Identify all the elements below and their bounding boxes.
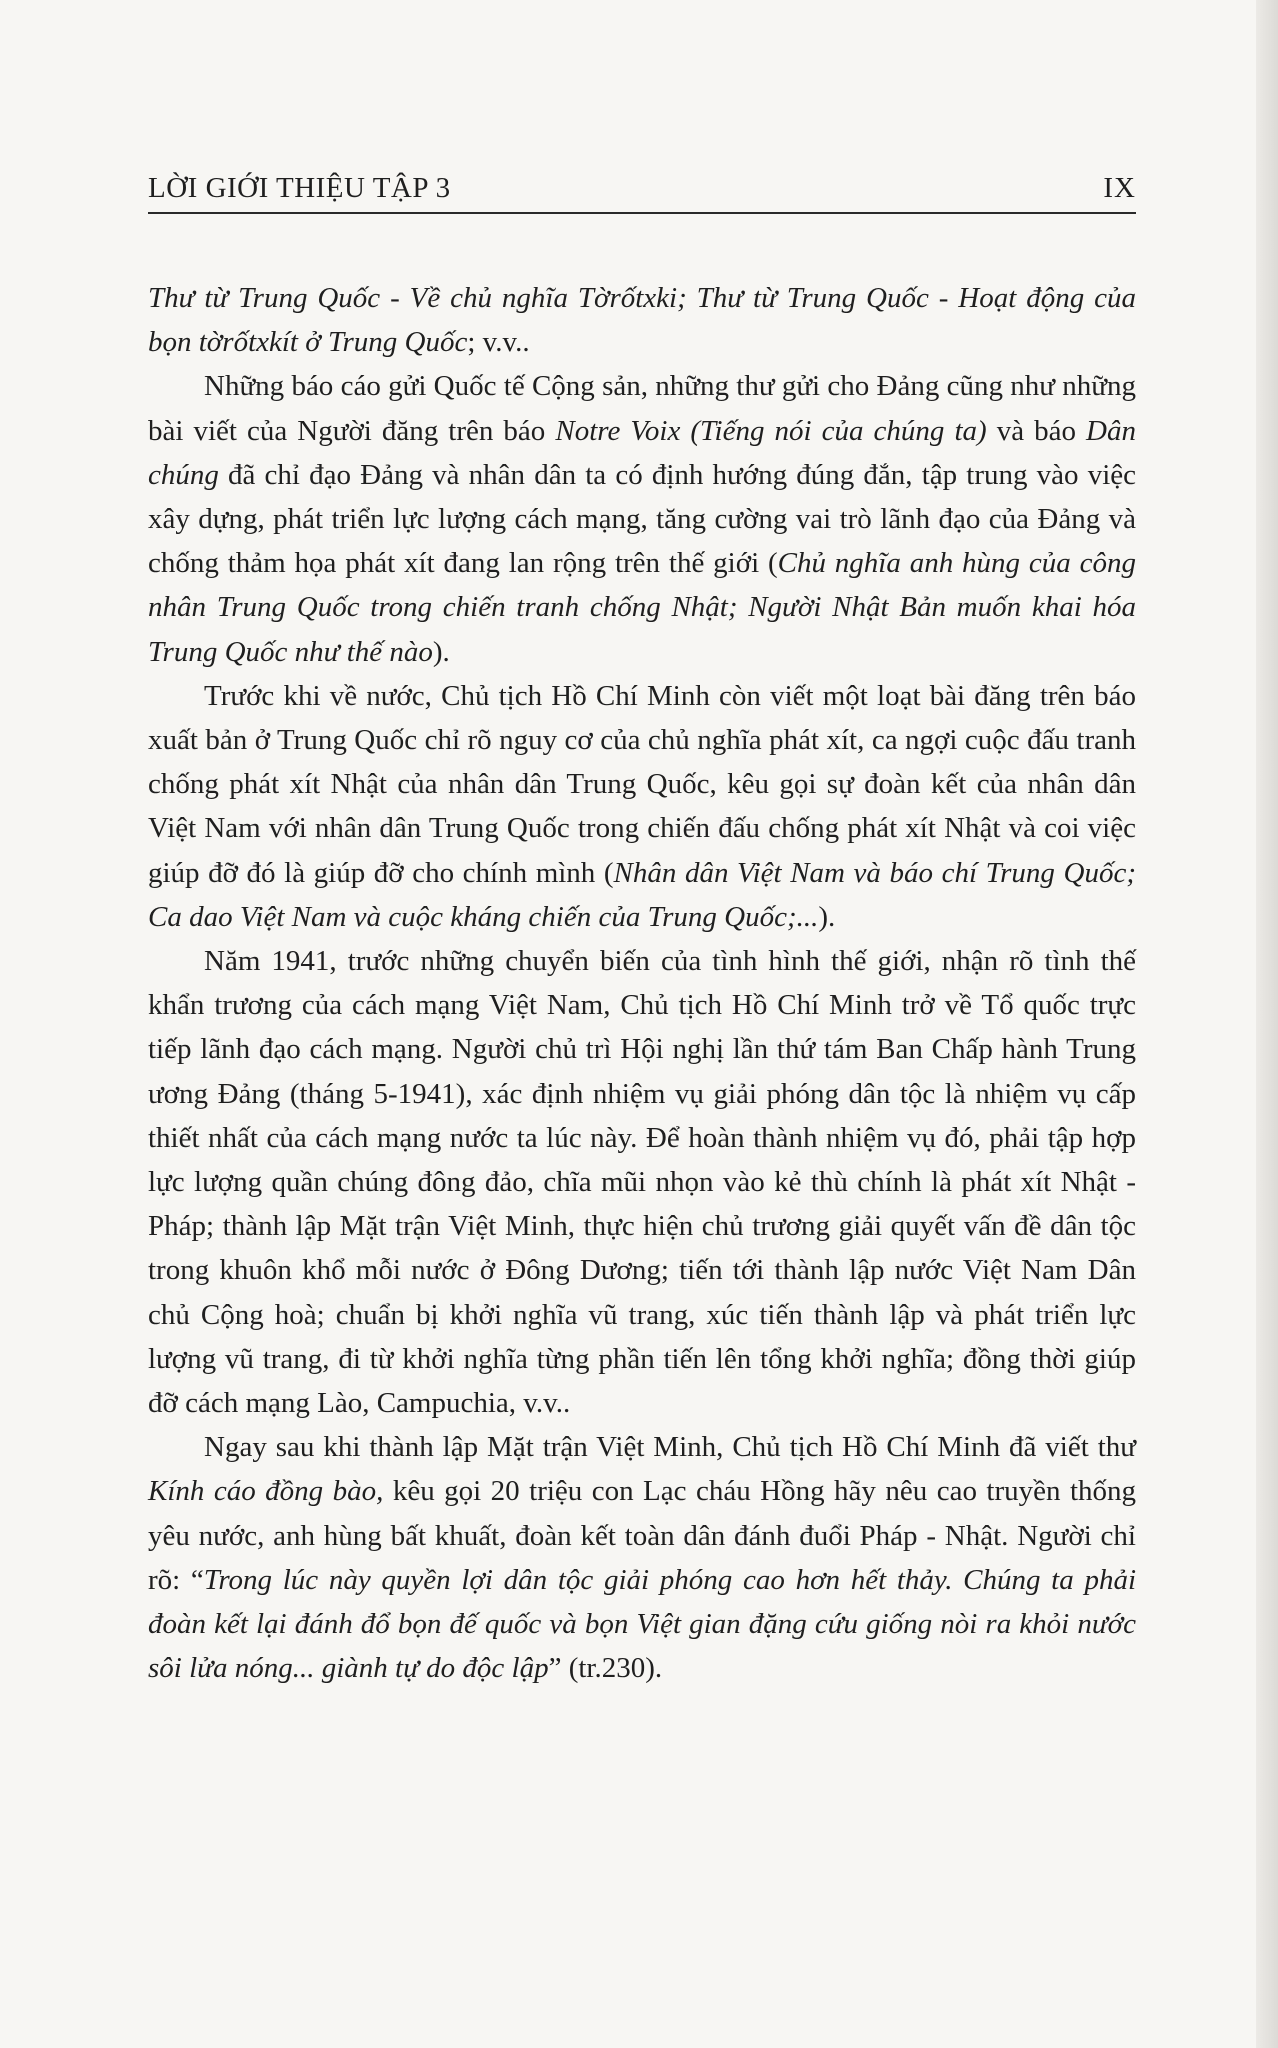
text-span: Trước khi về nước, Chủ tịch Hồ Chí Minh còn viết một loạt bài đăng trên báo xuất bản ở Trung Quốc chỉ rõ nguy cơ của chủ nghĩa phát xít, ca ngợi cuộc đấu tranh chống phát xít Nhật của nhân dân Trung Quốc, kêu gọi sự đoàn kết của nhân dân Việt Nam với nhân dân Trung Quốc trong chiến đấu chống phát xít Nhật và coi việc giúp đỡ đó là giúp đỡ cho chính mình (	[148, 679, 1136, 889]
text-span: kêu gọi 20 triệu con Lạc cháu Hồng hãy nêu cao truyền thống yêu nước, anh hùng bất khuất, đoàn kết toàn dân đánh đuổi Pháp - Nhật. Người chỉ rõ: “	[148, 1475, 1136, 1596]
text-span: ” (tr.230).	[548, 1652, 663, 1685]
paragraph	[148, 364, 1136, 673]
body-text	[148, 276, 1136, 1691]
italic-span: Thư từ Trung Quốc - Về chủ nghĩa Tờrốtxki; Thư từ Trung Quốc - Hoạt động của bọn tờrốtxkít ở Trung Quốc	[148, 282, 1136, 359]
text-span: và báo	[986, 414, 1087, 447]
text-span: Những báo cáo gửi Quốc tế Cộng sản, những thư gửi cho Đảng cũng như những bài viết của Người đăng trên báo	[148, 370, 1136, 447]
italic-span: Trong lúc này quyền lợi dân tộc giải phóng cao hơn hết thảy. Chúng ta phải đoàn kết lại đánh đổ bọn đế quốc và bọn Việt gian đặng cứu giống nòi ra khỏi nước sôi lửa nóng... giành tự do độc lập	[148, 1563, 1136, 1685]
header-rule	[148, 212, 1136, 214]
italic-span: Dân chúng	[148, 414, 1136, 491]
italic-span: Notre Voix (Tiếng nói của chúng ta)	[555, 414, 987, 447]
italic-span: Kính cáo đồng bào,	[148, 1475, 384, 1508]
paragraph	[148, 939, 1136, 1425]
text-span: ).	[432, 635, 450, 668]
text-span: đã chỉ đạo Đảng và nhân dân ta có định hướng đúng đắn, tập trung vào việc xây dựng, phát triển lực lượng cách mạng, tăng cường vai trò lãnh đạo của Đảng và chống thảm họa phát xít đang lan rộng trên thế giới (	[148, 458, 1136, 580]
italic-span: Nhân dân Việt Nam và báo chí Trung Quốc; Ca dao Việt Nam và cuộc kháng chiến của Trung Quốc;...	[148, 856, 1136, 933]
page-number: IX	[1103, 172, 1136, 204]
running-header-title: LỜI GIỚI THIỆU TẬP 3	[148, 172, 451, 204]
text-span: Năm 1941, trước những chuyển biến của tình hình thế giới, nhận rõ tình thế khẩn trương của cách mạng Việt Nam, Chủ tịch Hồ Chí Minh trở về Tổ quốc trực tiếp lãnh đạo cách mạng. Người chủ trì Hội nghị lần thứ tám Ban Chấp hành Trung ương Đảng (tháng 5-1941), xác định nhiệm vụ giải phóng dân tộc là nhiệm vụ cấp thiết nhất của cách mạng nước ta lúc này. Để hoàn thành nhiệm vụ đó, phải tập hợp lực lượng quần chúng đông đảo, chĩa mũi nhọn vào kẻ thù chính là phát xít Nhật - Pháp; thành lập Mặt trận Việt Minh, thực hiện chủ trương giải quyết vấn đề dân tộc trong khuôn khổ mỗi nước ở Đông Dương; tiến tới thành lập nước Việt Nam Dân chủ Cộng hoà; chuẩn bị khởi nghĩa vũ trang, xúc tiến thành lập và phát triển lực lượng vũ trang, đi từ khởi nghĩa từng phần tiến lên tổng khởi nghĩa; đồng thời giúp đỡ cách mạng Lào, Campuchia, v.v..	[148, 945, 1136, 1420]
running-header	[148, 168, 1136, 212]
paragraph	[148, 1425, 1136, 1690]
paragraph-continuation	[148, 276, 1136, 364]
paragraph	[148, 674, 1136, 939]
page-edge-shadow	[1256, 0, 1278, 2048]
italic-span: Chủ nghĩa anh hùng của công nhân Trung Quốc trong chiến tranh chống Nhật; Người Nhật Bản muốn khai hóa Trung Quốc như thế nào	[148, 547, 1136, 668]
text-span: ).	[818, 900, 836, 933]
text-span: Ngay sau khi thành lập Mặt trận Việt Minh, Chủ tịch Hồ Chí Minh đã viết thư	[204, 1431, 1136, 1464]
text-span: ; v.v..	[467, 326, 530, 359]
